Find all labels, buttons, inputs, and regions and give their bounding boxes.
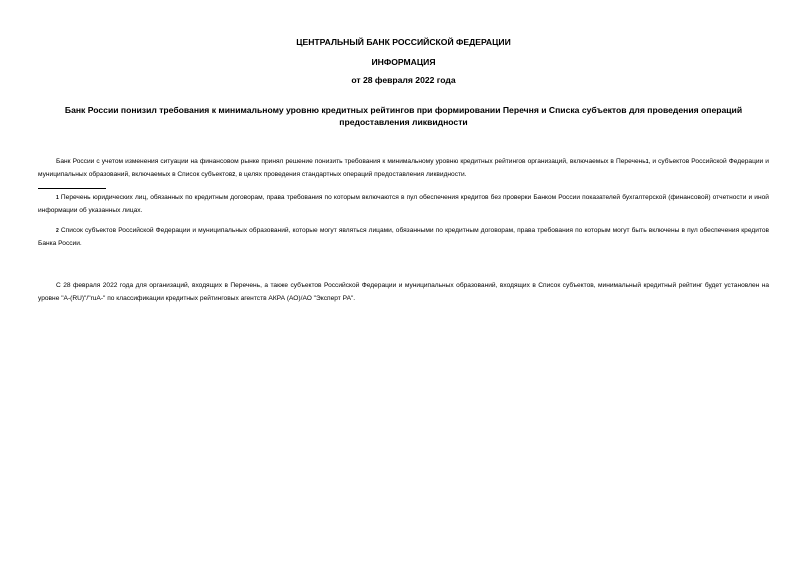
paragraph1-part3: , в целях проведения стандартных операций предоставления ликвидности. xyxy=(235,170,467,178)
footnote-separator xyxy=(38,188,106,189)
footnote-1-text: Перечень юридических лиц, обязанных по кредитным договорам, права требования по которым включаются в пул обеспечения кредитов без проверки Банком России показателей бухгалтерской (финансовой) отчетности и иной информации об указанных лицах. xyxy=(38,194,769,214)
paragraph2-text: С 28 февраля 2022 года для организаций, входящих в Перечень, а также субъектов Российской Федерации и муниципальных образований, входящих в Список субъектов, минимальный кредитный рейтинг будет установлен на уровне "A-(RU)"/"ruA-" по классификации кредитных рейтинговых агентств АКРА (АО)/АО "Эксперт РА". xyxy=(38,282,769,302)
paragraph1-part1: Банк России с учетом изменения ситуации на финансовом рынке принял решение понизить требования к минимальному уровню кредитных рейтингов организаций, включаемых в Перечень xyxy=(56,158,646,165)
footnote-1-mark: 1 xyxy=(56,195,59,201)
document-date: от 28 февраля 2022 года xyxy=(351,75,456,85)
footnote-2 xyxy=(38,225,769,250)
footnote-ref-1: 1 xyxy=(645,159,649,165)
document-title: Банк России понизил требования к минимальному уровню кредитных рейтингов при формировании Перечня и Списка субъектов для проведения операций предоставления ликвидности xyxy=(64,105,743,127)
document-type-heading: ИНФОРМАЦИЯ xyxy=(371,57,436,67)
paragraph1-part2: , и субъектов Российской Федерации и муниципальных образований, включаемых в Список субъектов xyxy=(38,158,769,178)
footnote-1 xyxy=(38,192,769,217)
body-paragraph-1 xyxy=(38,156,769,181)
footnote-2-text: Список субъектов Российской Федерации и муниципальных образований, которые могут являться лицами, обязанными по кредитным договорам, права требования по которым могут быть включены в пул обеспечения кредитов Банка России. xyxy=(38,227,769,247)
body-paragraph-2 xyxy=(38,280,769,305)
footnote-ref-2: 2 xyxy=(232,171,236,178)
footnote-2-mark: 2 xyxy=(56,228,59,234)
issuer-heading: ЦЕНТРАЛЬНЫЙ БАНК РОССИЙСКОЙ ФЕДЕРАЦИИ xyxy=(296,37,511,47)
